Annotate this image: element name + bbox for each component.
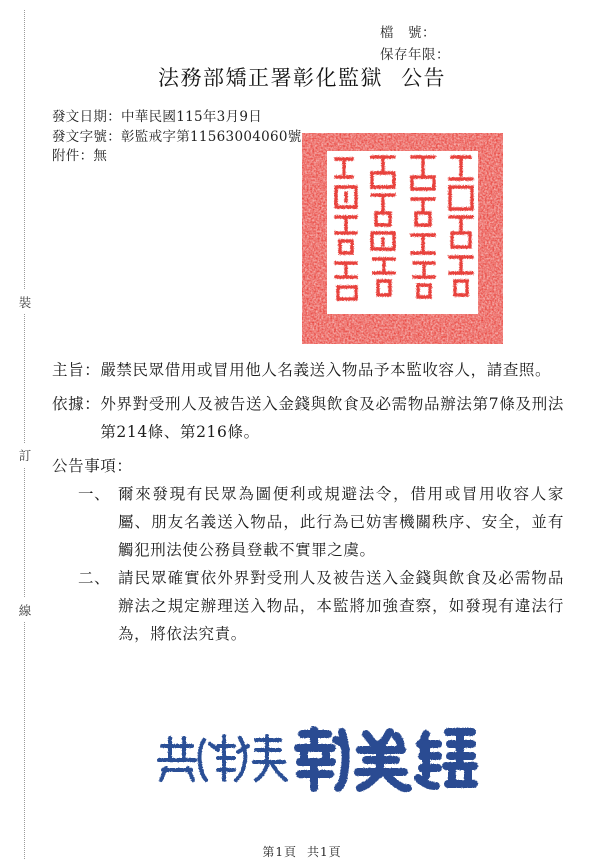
issue-date-row xyxy=(52,108,302,128)
issue-number-value: 彰監戒字第11563004060號 xyxy=(121,128,302,145)
subject-label: 主旨： xyxy=(52,361,101,379)
binding-char-xian: 線 xyxy=(14,598,36,622)
binding-char-zhuang: 裝 xyxy=(14,290,36,314)
list-item-marker: 二、 xyxy=(78,569,111,587)
page-footer xyxy=(0,843,604,860)
issue-number-row xyxy=(52,128,302,148)
list-item-text: 請民眾確實依外界對受刑人及被告送入金錢與飲食及必需物品辦法之規定辦理送入物品，本監將加強查察，如發現有違法行為，將依法究責。 xyxy=(118,569,564,643)
subject-section xyxy=(52,356,564,384)
subject-text: 嚴禁民眾借用或冒用他人名義送入物品予本監收容人，請查照。 xyxy=(100,361,552,379)
binding-margin xyxy=(14,0,36,865)
attachment-value: 無 xyxy=(93,148,108,164)
file-number-row xyxy=(380,22,580,44)
issue-number-label: 發文字號： xyxy=(52,128,121,145)
list-item xyxy=(78,480,564,564)
basis-label: 依據： xyxy=(52,395,101,413)
announcement-heading: 公告事項： xyxy=(52,457,133,475)
title-doc-type: 公告 xyxy=(401,66,446,90)
issue-date-value: 中華民國115年3月9日 xyxy=(121,109,263,125)
page-title xyxy=(0,62,604,92)
binding-char-ding: 訂 xyxy=(14,443,36,467)
list-item-marker: 一、 xyxy=(78,485,111,503)
basis-section xyxy=(52,390,564,446)
footer-total-pages: 共1頁 xyxy=(307,845,342,859)
binding-dotted-line xyxy=(24,10,25,859)
footer-current-page: 第1頁 xyxy=(262,845,297,859)
document-body xyxy=(52,356,564,648)
title-agency: 法務部矯正署彰化監獄 xyxy=(158,66,383,90)
file-number-label: 檔 號： xyxy=(380,25,436,41)
list-item xyxy=(78,564,564,648)
attachment-row xyxy=(52,147,302,167)
archive-fields xyxy=(380,22,580,66)
attachment-label: 附件： xyxy=(52,148,94,164)
warden-signature xyxy=(150,722,480,796)
official-seal-icon xyxy=(300,131,505,346)
list-item-text: 爾來發現有民眾為圖便利或規避法令，借用或冒用收容人家屬、朋友名義送入物品，此行為已妨害機關秩序、安全，並有觸犯刑法使公務員登載不實罪之虞。 xyxy=(118,485,564,559)
basis-text: 外界對受刑人及被告送入金錢與飲食及必需物品辦法第7條及刑法第214條、第216條。 xyxy=(100,395,564,441)
document-meta xyxy=(52,108,302,167)
retention-label: 保存年限： xyxy=(380,47,450,63)
issue-date-label: 發文日期： xyxy=(52,109,121,125)
